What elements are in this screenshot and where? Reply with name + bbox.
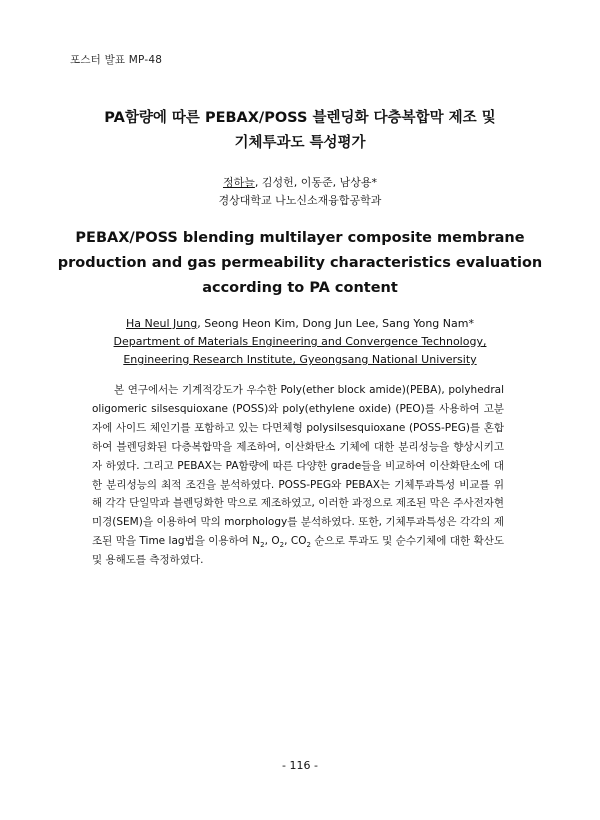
presenter-name: 정하늘 [222,176,255,189]
english-title [40,226,560,301]
english-title-line: PEBAX/POSS blending multilayer composite membrane [75,230,525,246]
english-title-line: according to PA content [202,280,398,296]
english-author-list [40,315,560,333]
subscript: 2 [306,541,311,550]
korean-title-line: PA함량에 따른 PEBAX/POSS 블렌딩화 다층복합막 제조 및 [104,110,496,126]
english-authors [40,315,560,369]
coauthor-names: , Seong Heon Kim, Dong Jun Lee, Sang Yong Nam* [197,317,474,330]
english-affiliation [40,333,560,369]
coauthor-names: , 김성헌, 이동준, 남상용* [254,176,377,189]
session-label: 포스터 발표 MP-48 [70,54,163,66]
abstract-text: 본 연구에서는 기계적강도가 우수한 Poly(ether block amide)(PEBA), polyhedral oligomeric silsesquioxane (POSS)와 poly(ethylene oxide) (PEO)를 사용하여 고분자에 사이드 체인기를 포함하고 있는 다면체형 polysilsesquioxane (POSS-PEG)를 혼합하여 블렌딩화된 다층복합막을 제조하여, 이산화탄소 기체에 대한 분리성능을 향상시키고자 하였다. 그리고 PEBAX는 PA함량에 따른 다양한 grade들을 비교하여 이산화탄소에 대한 분리성능의 최적 조건을 분석하였다. POSS-PEG와 PEBAX는 기체투과특성 비교를 위해 각각 단일막과 블렌딩화한 막으로 제조하였고, 이러한 과정으로 제조된 막은 주사전자현미경(SEM)을 이용하여 막의 morphology를 분석하였다. 또한, 기체투과특성은 각각의 제조된 막을 Time lag법을 이용하여 N [92,384,505,548]
korean-author-list [40,174,560,192]
subscript: 2 [260,541,265,550]
korean-title-line: 기체투과도 특성평가 [234,135,366,151]
abstract-text: , CO [284,535,307,548]
abstract-body [92,381,504,570]
korean-authors [40,174,560,210]
affiliation-line: Engineering Research Institute, Gyeongsang National University [123,353,477,366]
korean-title [40,106,560,156]
affiliation-line: Department of Materials Engineering and Convergence Technology, [113,335,487,348]
page-number: - 116 - [282,759,318,772]
abstract-text: 순으로 투과도 및 순수기체에 대한 확산도 및 용해도를 측정하였다. [92,535,504,567]
subscript: 2 [279,541,285,550]
english-title-line: production and gas permeability characteristics evaluation [57,255,543,271]
presenter-name: Ha Neul Jung [126,317,198,330]
korean-affiliation: 경상대학교 나노신소재융합공학과 [218,194,382,207]
abstract-text: , O [264,535,280,548]
